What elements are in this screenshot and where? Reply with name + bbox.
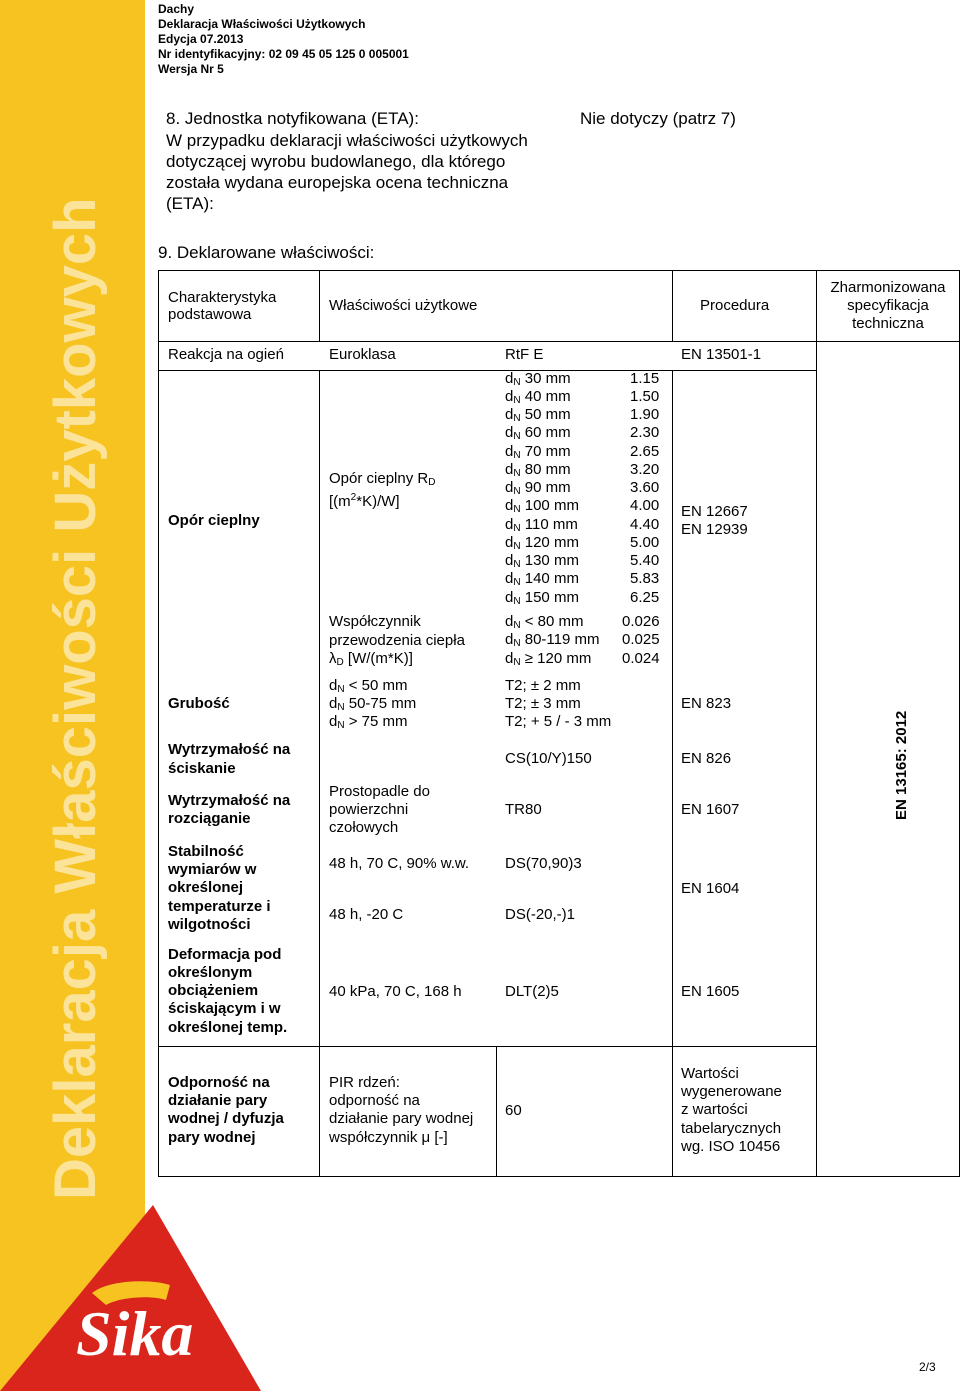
thickness-prop-1: $d_N < 50$ mm [329, 677, 408, 695]
section8-body-3: została wydana europejska ocena techniczna [166, 173, 509, 192]
header-col4-line3: techniczna [852, 315, 924, 332]
header-col3: Procedura [700, 297, 770, 314]
stability-prop-2: 48 h, -20 C [329, 906, 404, 923]
header-col4-line2: specyfikacja [847, 297, 929, 314]
section8-body-2: dotyczącej wyrobu budowlanego, dla którego [166, 152, 506, 171]
compressive-proc: EN 826 [681, 750, 732, 767]
compressive-char-line1: Wytrzymałość na [168, 741, 291, 758]
rd-row: $d_N$ 150 mm 6.25 [505, 589, 660, 607]
header-line-2: Deklaracja Właściwości Użytkowych [158, 17, 366, 31]
deformation-char-line3: obciążeniem [168, 982, 259, 999]
thickness-value-1: T2; ± 2 mm [505, 677, 581, 694]
vapour-prop-line2: odporność na [329, 1092, 420, 1109]
rd-row: $d_N$ 90 mm 3.60 [505, 479, 660, 497]
page-number: 2/3 [919, 1360, 936, 1374]
lambda-row: $d_N$ 80-119 mm 0.025 [505, 631, 660, 649]
fire-proc: EN 13501-1 [681, 346, 762, 363]
tensile-char-line1: Wytrzymałość na [168, 792, 291, 809]
fire-prop: Euroklasa [329, 346, 396, 363]
stability-proc: EN 1604 [681, 880, 740, 897]
tensile-prop-line2: powierzchni [329, 801, 409, 818]
thickness-proc: EN 823 [681, 695, 732, 712]
tensile-value: TR80 [505, 801, 542, 818]
section9-heading: 9. Deklarowane właściwości: [158, 243, 375, 262]
fire-value: RtF E [505, 346, 544, 363]
rd-row: $d_N$ 130 mm 5.40 [505, 552, 660, 570]
vapour-proc-line2: wygenerowane [681, 1083, 782, 1100]
stability-char-line1: Stabilność [168, 843, 244, 860]
stability-char-line4: temperaturze i [168, 898, 271, 915]
rd-row: $d_N$ 40 mm 1.50 [505, 388, 660, 406]
deformation-char-line2: określonym [168, 964, 253, 981]
thickness-prop-3: $d_N > 75$ mm [329, 713, 408, 731]
lambda-label-line3: $\lambda_D$ [W/(m*K)] [329, 650, 413, 668]
tensile-proc: EN 1607 [681, 801, 740, 818]
thickness-char: Grubość [168, 695, 230, 712]
deformation-char-line4: ściskającym i w [168, 1000, 281, 1017]
lambda-label-line2: przewodzenia ciepła [329, 632, 465, 649]
deformation-value: DLT(2)5 [505, 983, 559, 1000]
thermal-proc-line1: EN 12667 [681, 503, 748, 520]
vapour-proc-line4: tabelarycznych [681, 1120, 782, 1137]
section8-heading: 8. Jednostka notyfikowana (ETA): [166, 109, 419, 128]
stability-char-line3: określonej [168, 879, 244, 896]
vapour-proc-line3: z wartości [681, 1101, 748, 1118]
vapour-char-line1: Odporność na [168, 1074, 270, 1091]
rd-row: $d_N$ 100 mm 4.00 [505, 497, 660, 515]
harmonized-spec: EN 13165: 2012 [893, 710, 910, 820]
rd-row: $d_N$ 70 mm 2.65 [505, 443, 660, 461]
section8-body-4: (ETA): [166, 194, 214, 213]
header-line-4: Nr identyfikacyjny: 02 09 45 05 125 0 005001 [158, 47, 409, 61]
lambda-label-line1: Współczynnik [329, 613, 421, 630]
header-col4-line1: Zharmonizowana [830, 279, 946, 296]
sika-logo-icon [0, 1205, 261, 1391]
compressive-char-line2: ściskanie [168, 760, 236, 777]
vapour-prop-line4: współczynnik μ [-] [329, 1129, 448, 1146]
rd-label-line1: Opór cieplny $R_D$ [329, 470, 436, 488]
thermal-proc-line2: EN 12939 [681, 521, 748, 538]
section8-answer: Nie dotyczy (patrz 7) [580, 109, 736, 128]
rd-row: $d_N$ 120 mm 5.00 [505, 534, 660, 552]
logo-text: Sika [76, 1298, 194, 1369]
header-block [0, 0, 960, 92]
vapour-proc-line5: wg. ISO 10456 [681, 1138, 781, 1155]
rd-row: $d_N$ 60 mm 2.30 [505, 424, 660, 442]
vertical-title: Deklaracja Właściwości Użytkowych [43, 197, 108, 1200]
vapour-proc-line1: Wartości [681, 1065, 739, 1082]
vapour-prop-line1: PIR rdzeń: [329, 1074, 400, 1091]
tensile-char-line2: rozciąganie [168, 810, 251, 827]
header-line-3: Edycja 07.2013 [158, 32, 244, 46]
lambda-row: $d_N \ge 120$ mm 0.024 [505, 650, 660, 668]
stability-value-1: DS(70,90)3 [505, 855, 582, 872]
vapour-prop-line3: działanie pary wodnej [329, 1110, 474, 1127]
thickness-value-3: T2; + 5 / - 3 mm [505, 713, 612, 730]
vapour-char-line2: działanie pary [168, 1092, 268, 1109]
thickness-value-2: T2; ± 3 mm [505, 695, 581, 712]
tensile-prop-line1: Prostopadle do [329, 783, 430, 800]
stability-prop-1: 48 h, 70 C, 90% w.w. [329, 855, 470, 872]
header-col1-line1: Charakterystyka [168, 289, 277, 306]
thermal-char: Opór cieplny [168, 512, 260, 529]
stability-char-line5: wilgotności [168, 916, 251, 933]
header-line-5: Wersja Nr 5 [158, 62, 224, 76]
rd-row: $d_N$ 140 mm 5.83 [505, 570, 660, 588]
compressive-value: CS(10/Y)150 [505, 750, 592, 767]
fire-char: Reakcja na ogień [168, 346, 284, 363]
rd-row: $d_N$ 50 mm 1.90 [505, 406, 660, 424]
deformation-proc: EN 1605 [681, 983, 740, 1000]
header-col2: Właściwości użytkowe [329, 297, 478, 314]
vapour-value: 60 [505, 1102, 522, 1119]
header-line-1: Dachy [158, 2, 195, 16]
vapour-char-line3: wodnej / dyfuzja [168, 1110, 284, 1127]
lambda-row: $d_N < 80$ mm 0.026 [505, 613, 660, 631]
rd-row: $d_N$ 80 mm 3.20 [505, 461, 660, 479]
stability-value-2: DS(-20,-)1 [505, 906, 576, 923]
deformation-char-line5: określonej temp. [168, 1019, 288, 1036]
rd-label-line2: $[(m^2*K)/W]$ [329, 492, 400, 510]
rd-row: $d_N$ 30 mm 1.15 [505, 370, 660, 388]
deformation-char-line1: Deformacja pod [168, 946, 282, 963]
rd-row: $d_N$ 110 mm 4.40 [505, 516, 660, 534]
section8-body-1: W przypadku deklaracji właściwości użytkowych [166, 131, 528, 150]
thickness-prop-2: $d_N$ 50-75 mm [329, 695, 417, 713]
tensile-prop-line3: czołowych [329, 819, 399, 836]
header-col1-line2: podstawowa [168, 306, 252, 323]
stability-char-line2: wymiarów w [168, 861, 257, 878]
deformation-prop: 40 kPa, 70 C, 168 h [329, 983, 462, 1000]
vapour-char-line4: pary wodnej [168, 1129, 256, 1146]
svg-text:®: ® [233, 1333, 243, 1348]
